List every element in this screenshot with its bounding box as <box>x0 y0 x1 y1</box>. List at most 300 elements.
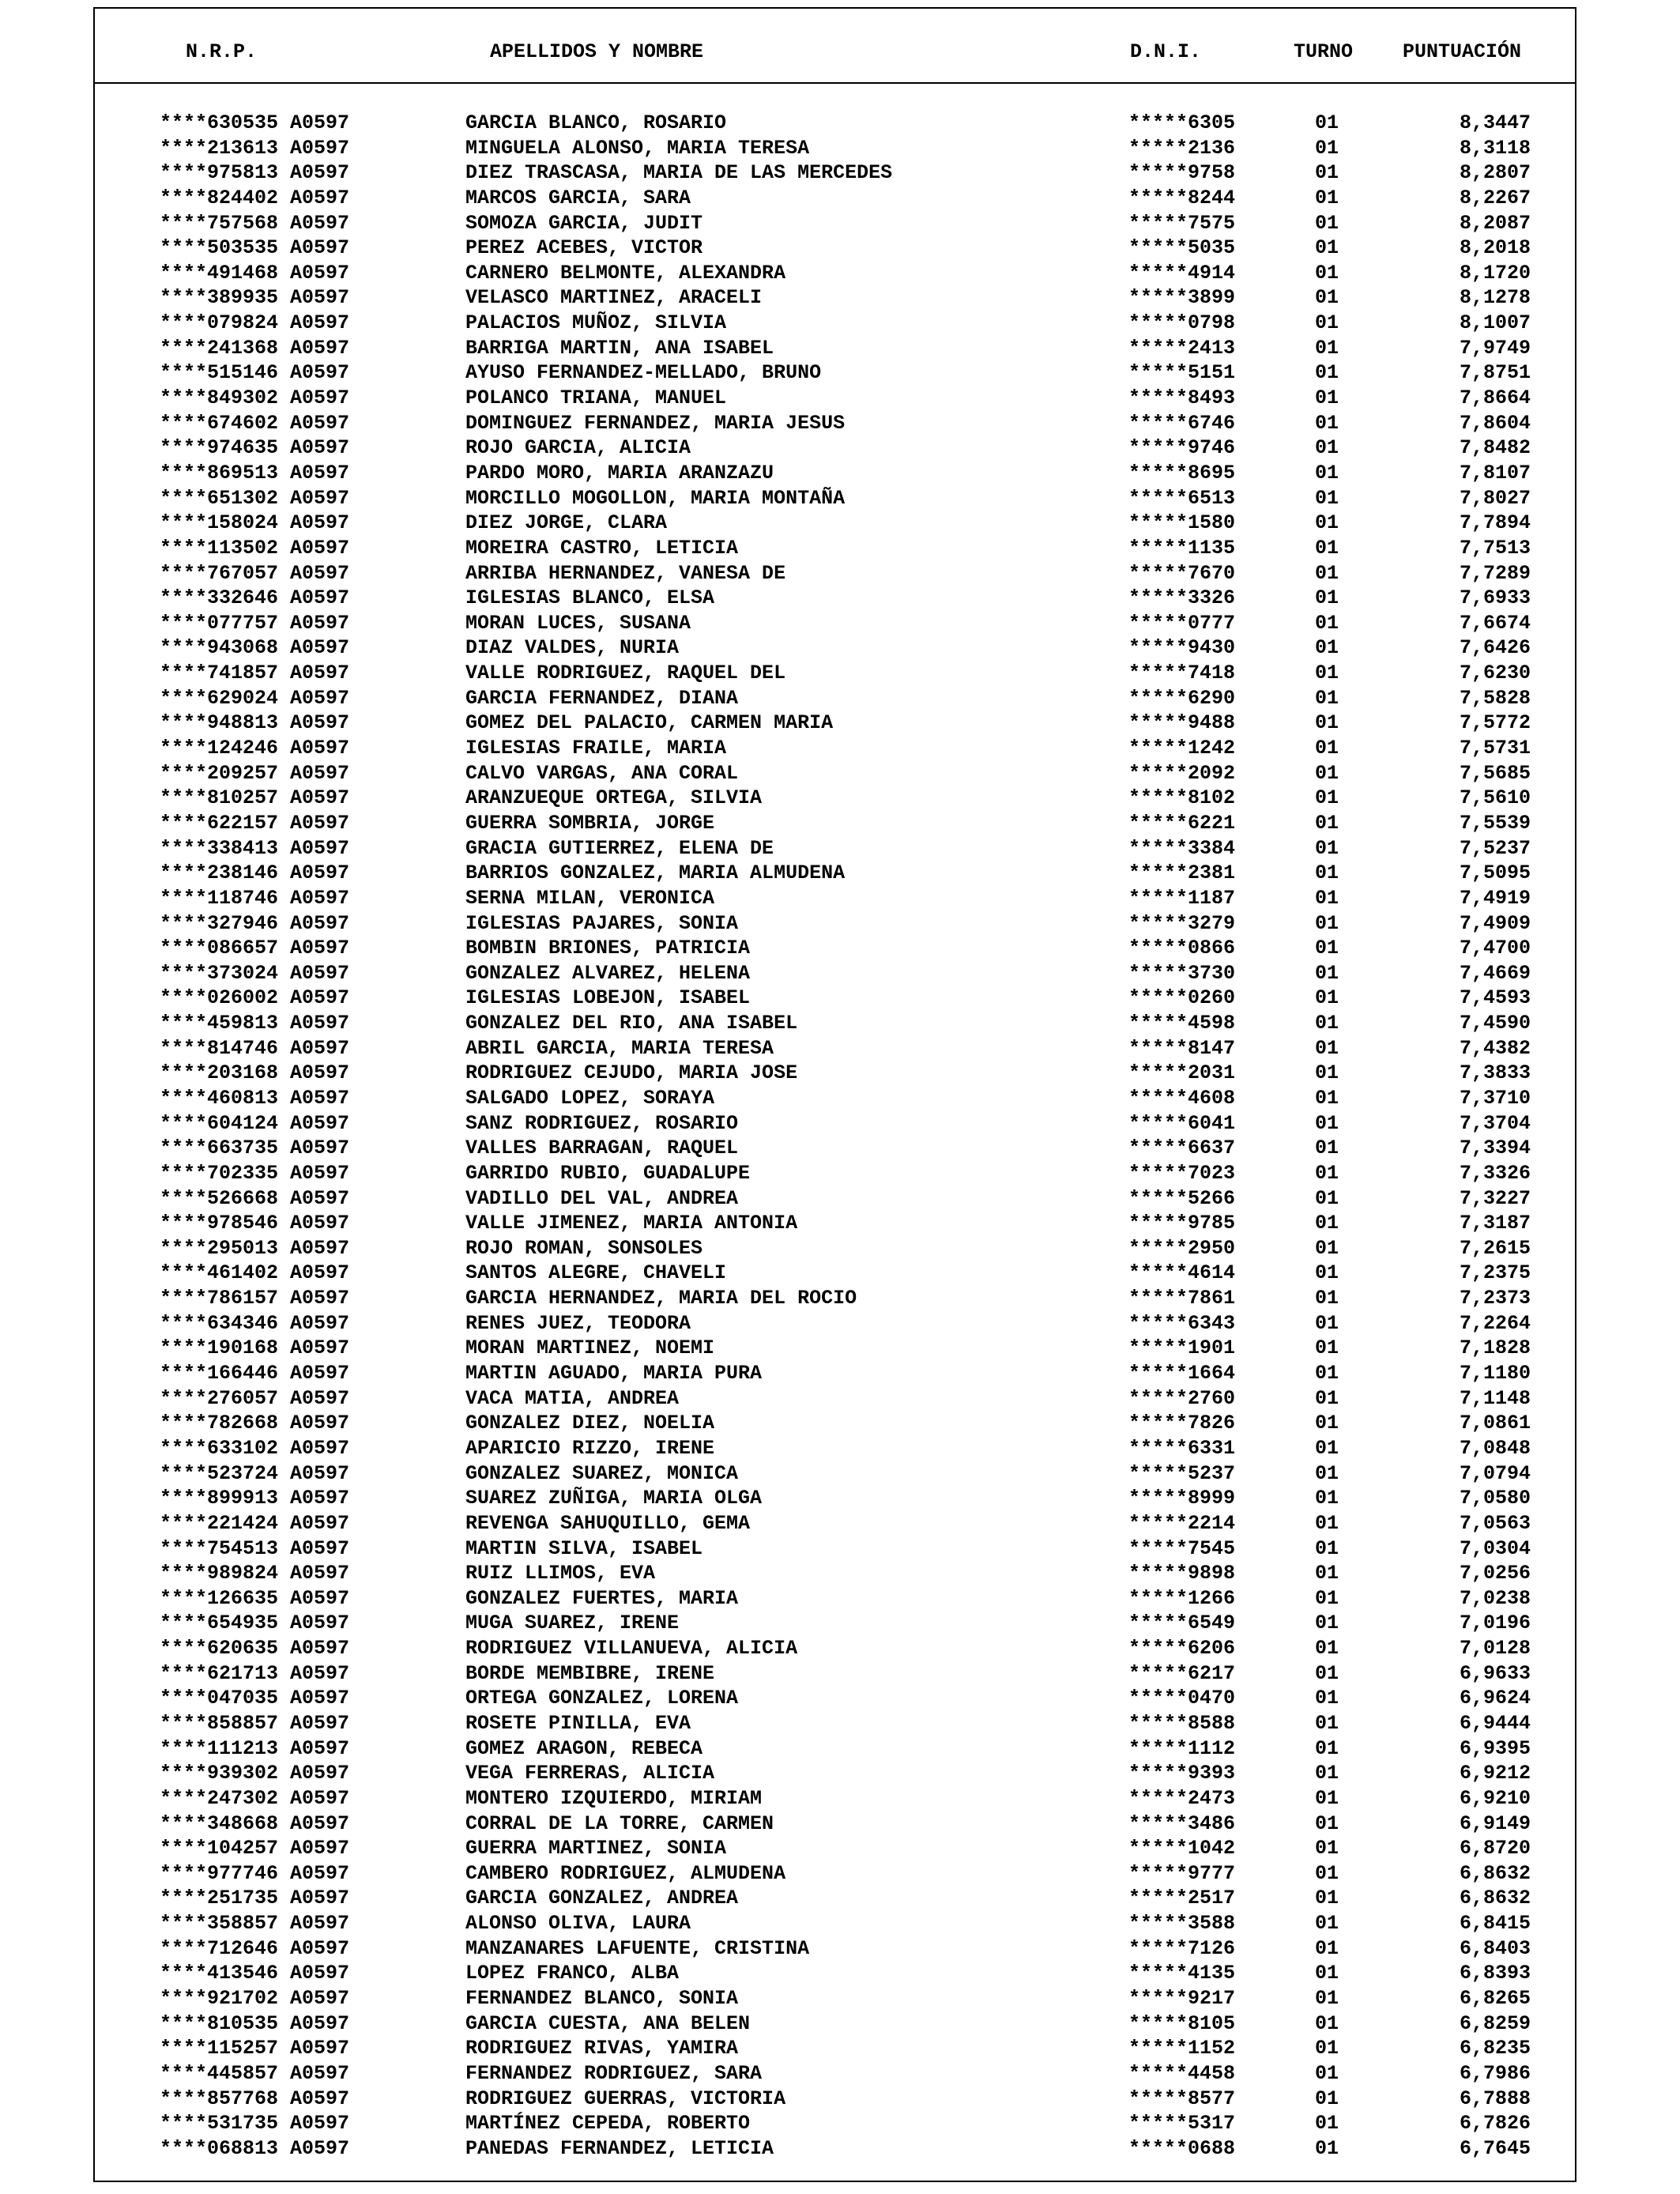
cell-puntuacion: 7,0128 <box>1459 1637 1531 1661</box>
cell-name: ROSETE PINILLA, EVA <box>465 1712 691 1735</box>
cell-name: GONZALEZ ALVAREZ, HELENA <box>465 961 751 985</box>
cell-turno: 01 <box>1315 1837 1339 1860</box>
cell-turno: 01 <box>1315 1712 1339 1735</box>
cell-puntuacion: 7,3326 <box>1459 1161 1531 1185</box>
cell-dni: *****9746 <box>1128 436 1236 460</box>
cell-puntuacion: 6,8259 <box>1459 2011 1531 2035</box>
table-row <box>95 561 1575 586</box>
cell-nrp: ****077757 A0597 <box>160 611 350 635</box>
cell-nrp: ****358857 A0597 <box>160 1912 350 1936</box>
cell-turno: 01 <box>1315 1536 1339 1560</box>
cell-puntuacion: 7,5237 <box>1459 836 1531 860</box>
cell-nrp: ****810257 A0597 <box>160 786 350 810</box>
table-row <box>95 111 1575 136</box>
cell-name: SERNA MILAN, VERONICA <box>465 886 715 910</box>
cell-dni: *****6217 <box>1128 1661 1236 1685</box>
table-row <box>95 861 1575 886</box>
cell-dni: *****7545 <box>1128 1536 1236 1560</box>
cell-nrp: ****238146 A0597 <box>160 861 350 885</box>
cell-puntuacion: 7,4700 <box>1459 937 1531 960</box>
table-row <box>95 236 1575 261</box>
cell-puntuacion: 7,0238 <box>1459 1586 1531 1610</box>
cell-name: ABRIL GARCIA, MARIA TERESA <box>465 1036 774 1060</box>
cell-turno: 01 <box>1315 2037 1339 2060</box>
cell-name: SOMOZA GARCIA, JUDIT <box>465 211 703 235</box>
cell-dni: *****8493 <box>1128 386 1236 410</box>
cell-puntuacion: 7,4909 <box>1459 911 1531 935</box>
cell-nrp: ****654935 A0597 <box>160 1612 350 1635</box>
cell-puntuacion: 7,3187 <box>1459 1212 1531 1235</box>
cell-dni: *****7126 <box>1128 1936 1236 1960</box>
table-row <box>95 186 1575 211</box>
cell-nrp: ****332646 A0597 <box>160 586 350 610</box>
cell-name: SANTOS ALEGRE, CHAVELI <box>465 1261 727 1285</box>
cell-name: GARCIA CUESTA, ANA BELEN <box>465 2011 751 2035</box>
cell-name: CALVO VARGAS, ANA CORAL <box>465 761 739 785</box>
cell-name: GONZALEZ DEL RIO, ANA ISABEL <box>465 1012 798 1035</box>
cell-dni: *****2092 <box>1128 761 1236 785</box>
cell-name: GONZALEZ SUAREZ, MONICA <box>465 1461 739 1485</box>
table-row <box>95 1836 1575 1861</box>
cell-nrp: ****166446 A0597 <box>160 1362 350 1385</box>
cell-name: RODRIGUEZ CEJUDO, MARIA JOSE <box>465 1061 798 1085</box>
cell-name: BARRIOS GONZALEZ, MARIA ALMUDENA <box>465 861 846 885</box>
cell-nrp: ****977746 A0597 <box>160 1861 350 1885</box>
cell-name: GARCIA BLANCO, ROSARIO <box>465 111 727 134</box>
cell-dni: *****6331 <box>1128 1436 1236 1460</box>
cell-turno: 01 <box>1315 1811 1339 1835</box>
cell-dni: *****2413 <box>1128 336 1236 360</box>
table-row <box>95 1786 1575 1811</box>
cell-nrp: ****663735 A0597 <box>160 1137 350 1160</box>
cell-nrp: ****068813 A0597 <box>160 2136 350 2160</box>
cell-dni: *****6041 <box>1128 1111 1236 1135</box>
cell-nrp: ****810535 A0597 <box>160 2011 350 2035</box>
cell-dni: *****3899 <box>1128 286 1236 310</box>
cell-dni: *****4458 <box>1128 2061 1236 2085</box>
cell-puntuacion: 6,9149 <box>1459 1811 1531 1835</box>
cell-puntuacion: 7,6426 <box>1459 636 1531 660</box>
cell-puntuacion: 8,2807 <box>1459 161 1531 185</box>
cell-name: VALLES BARRAGAN, RAQUEL <box>465 1137 739 1160</box>
cell-puntuacion: 7,3704 <box>1459 1111 1531 1135</box>
cell-name: RODRIGUEZ GUERRAS, VICTORIA <box>465 2087 786 2110</box>
cell-dni: *****6343 <box>1128 1311 1236 1335</box>
cell-nrp: ****373024 A0597 <box>160 961 350 985</box>
cell-nrp: ****338413 A0597 <box>160 836 350 860</box>
cell-dni: *****4135 <box>1128 1962 1236 1985</box>
cell-puntuacion: 7,2373 <box>1459 1287 1531 1310</box>
cell-puntuacion: 7,0794 <box>1459 1461 1531 1485</box>
cell-nrp: ****461402 A0597 <box>160 1261 350 1285</box>
cell-nrp: ****503535 A0597 <box>160 236 350 260</box>
cell-turno: 01 <box>1315 161 1339 185</box>
cell-turno: 01 <box>1315 986 1339 1010</box>
cell-dni: *****5317 <box>1128 2112 1236 2136</box>
cell-nrp: ****921702 A0597 <box>160 1987 350 2011</box>
cell-puntuacion: 7,6230 <box>1459 662 1531 685</box>
cell-turno: 01 <box>1315 1736 1339 1760</box>
table-row <box>95 461 1575 486</box>
table-row <box>95 661 1575 686</box>
cell-nrp: ****620635 A0597 <box>160 1637 350 1661</box>
cell-name: POLANCO TRIANA, MANUEL <box>465 386 727 410</box>
table-row <box>95 1886 1575 1911</box>
table-row <box>95 635 1575 661</box>
cell-name: PANEDAS FERNANDEZ, LETICIA <box>465 2136 774 2160</box>
cell-name: FERNANDEZ BLANCO, SONIA <box>465 1987 739 2011</box>
cell-turno: 01 <box>1315 1637 1339 1661</box>
cell-name: GARCIA HERNANDEZ, MARIA DEL ROCIO <box>465 1287 857 1310</box>
cell-dni: *****1242 <box>1128 737 1236 760</box>
cell-name: MORAN LUCES, SUSANA <box>465 611 691 635</box>
cell-puntuacion: 7,5731 <box>1459 737 1531 760</box>
table-row <box>95 1611 1575 1636</box>
cell-dni: *****2136 <box>1128 136 1236 160</box>
cell-nrp: ****629024 A0597 <box>160 686 350 710</box>
cell-turno: 01 <box>1315 586 1339 610</box>
cell-nrp: ****445857 A0597 <box>160 2061 350 2085</box>
cell-name: ROJO ROMAN, SONSOLES <box>465 1236 703 1260</box>
cell-nrp: ****989824 A0597 <box>160 1562 350 1585</box>
cell-nrp: ****115257 A0597 <box>160 2037 350 2060</box>
cell-turno: 01 <box>1315 2011 1339 2035</box>
cell-name: MANZANARES LAFUENTE, CRISTINA <box>465 1936 810 1960</box>
cell-turno: 01 <box>1315 2061 1339 2085</box>
cell-puntuacion: 7,7894 <box>1459 511 1531 535</box>
cell-name: IGLESIAS FRAILE, MARIA <box>465 737 727 760</box>
cell-dni: *****7826 <box>1128 1412 1236 1435</box>
cell-turno: 01 <box>1315 1487 1339 1510</box>
table-row <box>95 1386 1575 1412</box>
cell-nrp: ****899913 A0597 <box>160 1487 350 1510</box>
cell-name: VALLE RODRIGUEZ, RAQUEL DEL <box>465 662 786 685</box>
table-row <box>95 285 1575 311</box>
cell-turno: 01 <box>1315 411 1339 435</box>
table-row <box>95 1936 1575 1962</box>
cell-name: VALLE JIMENEZ, MARIA ANTONIA <box>465 1212 798 1235</box>
cell-turno: 01 <box>1315 1186 1339 1210</box>
table-row <box>95 1261 1575 1286</box>
cell-dni: *****2473 <box>1128 1786 1236 1810</box>
cell-puntuacion: 8,3447 <box>1459 111 1531 134</box>
cell-puntuacion: 6,8235 <box>1459 2037 1531 2060</box>
table-row <box>95 1036 1575 1061</box>
cell-puntuacion: 6,8632 <box>1459 1887 1531 1910</box>
cell-dni: *****9430 <box>1128 636 1236 660</box>
cell-turno: 01 <box>1315 536 1339 560</box>
cell-dni: *****2214 <box>1128 1511 1236 1535</box>
cell-puntuacion: 6,9633 <box>1459 1661 1531 1685</box>
cell-turno: 01 <box>1315 886 1339 910</box>
cell-dni: *****1664 <box>1128 1362 1236 1385</box>
cell-puntuacion: 7,0563 <box>1459 1511 1531 1535</box>
cell-nrp: ****630535 A0597 <box>160 111 350 134</box>
cell-nrp: ****674602 A0597 <box>160 411 350 435</box>
cell-nrp: ****975813 A0597 <box>160 161 350 185</box>
table-row <box>95 1736 1575 1762</box>
cell-dni: *****7861 <box>1128 1287 1236 1310</box>
cell-dni: *****6206 <box>1128 1637 1236 1661</box>
cell-name: FERNANDEZ RODRIGUEZ, SARA <box>465 2061 763 2085</box>
cell-name: RODRIGUEZ VILLANUEVA, ALICIA <box>465 1637 798 1661</box>
table-row <box>95 2061 1575 2087</box>
table-row <box>95 1111 1575 1137</box>
cell-turno: 01 <box>1315 1912 1339 1936</box>
cell-turno: 01 <box>1315 561 1339 585</box>
cell-dni: *****9217 <box>1128 1987 1236 2011</box>
cell-puntuacion: 7,9749 <box>1459 336 1531 360</box>
cell-name: VACA MATIA, ANDREA <box>465 1386 680 1410</box>
table-row <box>95 1411 1575 1436</box>
table-row <box>95 360 1575 386</box>
cell-name: ROJO GARCIA, ALICIA <box>465 436 691 460</box>
cell-turno: 01 <box>1315 961 1339 985</box>
cell-puntuacion: 7,8027 <box>1459 486 1531 510</box>
cell-turno: 01 <box>1315 1386 1339 1410</box>
cell-name: DOMINGUEZ FERNANDEZ, MARIA JESUS <box>465 411 846 435</box>
cell-nrp: ****251735 A0597 <box>160 1887 350 1910</box>
cell-turno: 01 <box>1315 186 1339 209</box>
cell-dni: *****2031 <box>1128 1061 1236 1085</box>
cell-dni: *****5237 <box>1128 1461 1236 1485</box>
cell-turno: 01 <box>1315 286 1339 310</box>
cell-name: GOMEZ ARAGON, REBECA <box>465 1736 703 1760</box>
cell-name: SANZ RODRIGUEZ, ROSARIO <box>465 1111 739 1135</box>
cell-nrp: ****712646 A0597 <box>160 1936 350 1960</box>
cell-name: BOMBIN BRIONES, PATRICIA <box>465 937 751 960</box>
cell-nrp: ****047035 A0597 <box>160 1687 350 1710</box>
cell-dni: *****3486 <box>1128 1811 1236 1835</box>
cell-nrp: ****526668 A0597 <box>160 1186 350 1210</box>
cell-puntuacion: 6,9212 <box>1459 1762 1531 1785</box>
cell-puntuacion: 7,1828 <box>1459 1336 1531 1360</box>
results-table <box>93 7 1576 2182</box>
cell-turno: 01 <box>1315 1311 1339 1335</box>
cell-nrp: ****348668 A0597 <box>160 1811 350 1835</box>
table-row <box>95 1486 1575 1511</box>
cell-dni: *****0777 <box>1128 611 1236 635</box>
table-row <box>95 1811 1575 1837</box>
table-row <box>95 1461 1575 1487</box>
cell-nrp: ****767057 A0597 <box>160 561 350 585</box>
cell-turno: 01 <box>1315 1511 1339 1535</box>
cell-puntuacion: 7,3394 <box>1459 1137 1531 1160</box>
cell-nrp: ****634346 A0597 <box>160 1311 350 1335</box>
cell-name: DIEZ JORGE, CLARA <box>465 511 668 535</box>
table-row <box>95 2087 1575 2112</box>
cell-dni: *****6746 <box>1128 411 1236 435</box>
cell-turno: 01 <box>1315 861 1339 885</box>
cell-puntuacion: 6,9210 <box>1459 1786 1531 1810</box>
cell-nrp: ****531735 A0597 <box>160 2112 350 2136</box>
cell-name: RENES JUEZ, TEODORA <box>465 1311 691 1335</box>
cell-turno: 01 <box>1315 1161 1339 1185</box>
cell-name: MORCILLO MOGOLLON, MARIA MONTAÑA <box>465 486 846 510</box>
cell-dni: *****9777 <box>1128 1861 1236 1885</box>
header-name: APELLIDOS Y NOMBRE <box>490 40 704 63</box>
cell-turno: 01 <box>1315 261 1339 285</box>
table-row <box>95 2136 1575 2162</box>
cell-nrp: ****621713 A0597 <box>160 1661 350 1685</box>
cell-puntuacion: 7,5685 <box>1459 761 1531 785</box>
cell-name: GUERRA MARTINEZ, SONIA <box>465 1837 727 1860</box>
cell-turno: 01 <box>1315 1287 1339 1310</box>
cell-dni: *****1042 <box>1128 1837 1236 1860</box>
cell-nrp: ****221424 A0597 <box>160 1511 350 1535</box>
cell-turno: 01 <box>1315 786 1339 810</box>
cell-turno: 01 <box>1315 811 1339 835</box>
cell-dni: *****8147 <box>1128 1036 1236 1060</box>
cell-puntuacion: 7,5772 <box>1459 711 1531 735</box>
cell-nrp: ****126635 A0597 <box>160 1586 350 1610</box>
table-row <box>95 686 1575 711</box>
cell-name: PEREZ ACEBES, VICTOR <box>465 236 703 260</box>
cell-turno: 01 <box>1315 1887 1339 1910</box>
cell-puntuacion: 7,8482 <box>1459 436 1531 460</box>
cell-nrp: ****849302 A0597 <box>160 386 350 410</box>
table-row <box>95 2111 1575 2136</box>
cell-dni: *****0688 <box>1128 2136 1236 2160</box>
cell-puntuacion: 7,0256 <box>1459 1562 1531 1585</box>
cell-dni: *****3384 <box>1128 836 1236 860</box>
cell-puntuacion: 7,5610 <box>1459 786 1531 810</box>
table-row <box>95 1636 1575 1661</box>
table-row <box>95 261 1575 286</box>
cell-turno: 01 <box>1315 361 1339 385</box>
cell-nrp: ****858857 A0597 <box>160 1712 350 1735</box>
table-row <box>95 211 1575 236</box>
cell-puntuacion: 7,2375 <box>1459 1261 1531 1285</box>
cell-puntuacion: 6,9395 <box>1459 1736 1531 1760</box>
table-row <box>95 1011 1575 1036</box>
table-row <box>95 786 1575 811</box>
table-row <box>95 1061 1575 1086</box>
cell-nrp: ****079824 A0597 <box>160 311 350 335</box>
cell-name: GARRIDO RUBIO, GUADALUPE <box>465 1161 751 1185</box>
table-row <box>95 586 1575 611</box>
cell-turno: 01 <box>1315 1562 1339 1585</box>
table-row <box>95 1236 1575 1261</box>
cell-name: GRACIA GUTIERREZ, ELENA DE <box>465 836 774 860</box>
cell-puntuacion: 7,2264 <box>1459 1311 1531 1335</box>
cell-puntuacion: 7,0580 <box>1459 1487 1531 1510</box>
table-row <box>95 160 1575 186</box>
cell-turno: 01 <box>1315 461 1339 484</box>
cell-dni: *****4914 <box>1128 261 1236 285</box>
cell-nrp: ****786157 A0597 <box>160 1287 350 1310</box>
cell-puntuacion: 7,7513 <box>1459 536 1531 560</box>
cell-nrp: ****327946 A0597 <box>160 911 350 935</box>
cell-dni: *****6549 <box>1128 1612 1236 1635</box>
table-row <box>95 1436 1575 1461</box>
cell-name: MARTIN AGUADO, MARIA PURA <box>465 1362 763 1385</box>
cell-nrp: ****459813 A0597 <box>160 1012 350 1035</box>
cell-turno: 01 <box>1315 1111 1339 1135</box>
cell-name: MOREIRA CASTRO, LETICIA <box>465 536 739 560</box>
cell-nrp: ****974635 A0597 <box>160 436 350 460</box>
header-puntuacion: PUNTUACIÓN <box>1403 40 1522 63</box>
cell-nrp: ****515146 A0597 <box>160 361 350 385</box>
cell-turno: 01 <box>1315 1861 1339 1885</box>
cell-dni: *****6221 <box>1128 811 1236 835</box>
cell-turno: 01 <box>1315 1362 1339 1385</box>
cell-turno: 01 <box>1315 1086 1339 1110</box>
table-row <box>95 711 1575 736</box>
cell-name: VEGA FERRERAS, ALICIA <box>465 1762 715 1785</box>
cell-puntuacion: 7,8664 <box>1459 386 1531 410</box>
cell-nrp: ****113502 A0597 <box>160 536 350 560</box>
table-row <box>95 886 1575 911</box>
cell-name: LOPEZ FRANCO, ALBA <box>465 1962 680 1985</box>
cell-dni: *****1135 <box>1128 536 1236 560</box>
cell-name: AYUSO FERNANDEZ-MELLADO, BRUNO <box>465 361 822 385</box>
header-nrp: N.R.P. <box>186 40 258 63</box>
cell-turno: 01 <box>1315 511 1339 535</box>
cell-puntuacion: 7,8107 <box>1459 461 1531 484</box>
cell-dni: *****7023 <box>1128 1161 1236 1185</box>
cell-puntuacion: 7,1180 <box>1459 1362 1531 1385</box>
table-row <box>95 536 1575 561</box>
cell-puntuacion: 7,0196 <box>1459 1612 1531 1635</box>
cell-dni: *****9785 <box>1128 1212 1236 1235</box>
cell-puntuacion: 7,7289 <box>1459 561 1531 585</box>
cell-nrp: ****523724 A0597 <box>160 1461 350 1485</box>
cell-turno: 01 <box>1315 2112 1339 2136</box>
cell-nrp: ****295013 A0597 <box>160 1236 350 1260</box>
cell-turno: 01 <box>1315 311 1339 335</box>
cell-name: MARTÍNEZ CEPEDA, ROBERTO <box>465 2112 751 2136</box>
cell-puntuacion: 6,8415 <box>1459 1912 1531 1936</box>
cell-dni: *****8588 <box>1128 1712 1236 1735</box>
header-dni: D.N.I. <box>1130 40 1202 63</box>
cell-turno: 01 <box>1315 1012 1339 1035</box>
cell-turno: 01 <box>1315 2087 1339 2110</box>
table-body <box>95 111 1575 2162</box>
cell-nrp: ****104257 A0597 <box>160 1837 350 1860</box>
cell-puntuacion: 8,1720 <box>1459 261 1531 285</box>
cell-puntuacion: 7,4590 <box>1459 1012 1531 1035</box>
table-row <box>95 1711 1575 1736</box>
table-row <box>95 1336 1575 1361</box>
cell-name: DIAZ VALDES, NURIA <box>465 636 680 660</box>
cell-puntuacion: 6,9444 <box>1459 1712 1531 1735</box>
cell-nrp: ****111213 A0597 <box>160 1736 350 1760</box>
cell-turno: 01 <box>1315 636 1339 660</box>
cell-nrp: ****824402 A0597 <box>160 186 350 209</box>
cell-dni: *****4614 <box>1128 1261 1236 1285</box>
cell-dni: *****1187 <box>1128 886 1236 910</box>
table-row <box>95 736 1575 761</box>
cell-puntuacion: 7,5095 <box>1459 861 1531 885</box>
table-row <box>95 2036 1575 2061</box>
cell-name: BARRIGA MARTIN, ANA ISABEL <box>465 336 774 360</box>
cell-turno: 01 <box>1315 1987 1339 2011</box>
cell-turno: 01 <box>1315 1137 1339 1160</box>
cell-nrp: ****086657 A0597 <box>160 937 350 960</box>
table-row <box>95 1861 1575 1887</box>
table-row <box>95 511 1575 536</box>
cell-nrp: ****389935 A0597 <box>160 286 350 310</box>
table-row <box>95 1961 1575 1986</box>
cell-nrp: ****857768 A0597 <box>160 2087 350 2110</box>
cell-name: VELASCO MARTINEZ, ARACELI <box>465 286 763 310</box>
cell-dni: *****6513 <box>1128 486 1236 510</box>
cell-puntuacion: 8,1007 <box>1459 311 1531 335</box>
cell-dni: *****7670 <box>1128 561 1236 585</box>
cell-turno: 01 <box>1315 111 1339 134</box>
table-row <box>95 2011 1575 2037</box>
